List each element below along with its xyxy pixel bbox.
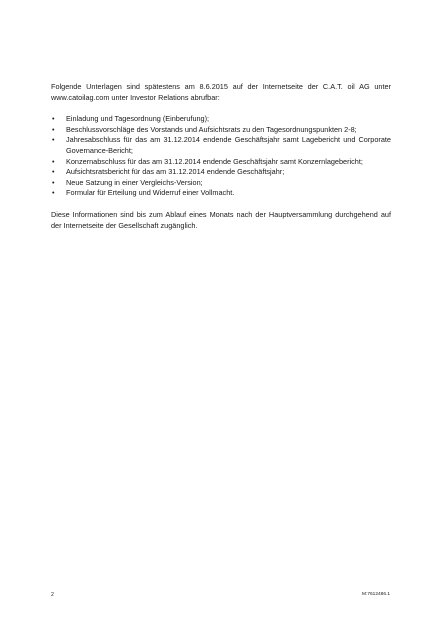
intro-paragraph	[51, 82, 391, 103]
list-item	[51, 167, 391, 178]
intro-line-1: Folgende Unterlagen sind spätestens am 8.6.2015 auf der Internetseite der C.A.T. oil AG unter	[51, 82, 391, 91]
list-item	[51, 188, 391, 199]
closing-line-2: auf der Internetseite der Gesellschaft zugänglich.	[51, 209, 391, 230]
page-number: 2	[51, 592, 54, 598]
closing-line-1: Diese Informationen sind bis zum Ablauf eines Monats nach der Hauptversammlung durchgehend	[51, 209, 378, 219]
bullet-icon: •	[52, 124, 55, 134]
bullet-icon: •	[52, 114, 55, 124]
list-item	[51, 114, 391, 125]
list-item-text: Formular für Erteilung und Widerruf einer Vollmacht.	[66, 188, 235, 198]
bullet-icon: •	[52, 177, 55, 187]
list-item-text: Konzernabschluss für das am 31.12.2014 endende Geschäftsjahr samt Konzernlagebericht;	[66, 156, 363, 166]
list-item	[51, 178, 391, 189]
closing-paragraph	[51, 210, 391, 231]
list-item-text: Aufsichtsratsbericht für das am 31.12.2014 endende Geschäftsjahr;	[66, 167, 285, 177]
page-body	[51, 82, 391, 231]
bullet-icon: •	[52, 188, 55, 198]
list-item	[51, 125, 391, 136]
bullet-icon: •	[52, 156, 55, 166]
document-list	[51, 114, 391, 199]
document-reference: M:7612486.1	[361, 592, 390, 597]
bullet-icon: •	[52, 135, 55, 145]
list-item-text: Jahresabschluss für das am 31.12.2014 endende Geschäftsjahr samt Lagebericht und Corporate Governance-Bericht;	[66, 135, 391, 155]
list-item-text: Beschlussvorschläge des Vorstands und Aufsichtsrats zu den Tagesordnungspunkten 2-8;	[66, 124, 357, 134]
list-item	[51, 157, 391, 168]
intro-line-2: www.catoilag.com unter Investor Relations abrufbar:	[51, 92, 220, 102]
list-item-text: Neue Satzung in einer Vergleichs-Version;	[66, 177, 203, 187]
list-item	[51, 135, 391, 156]
list-item-text: Einladung und Tagesordnung (Einberufung);	[66, 114, 210, 124]
bullet-icon: •	[52, 167, 55, 177]
